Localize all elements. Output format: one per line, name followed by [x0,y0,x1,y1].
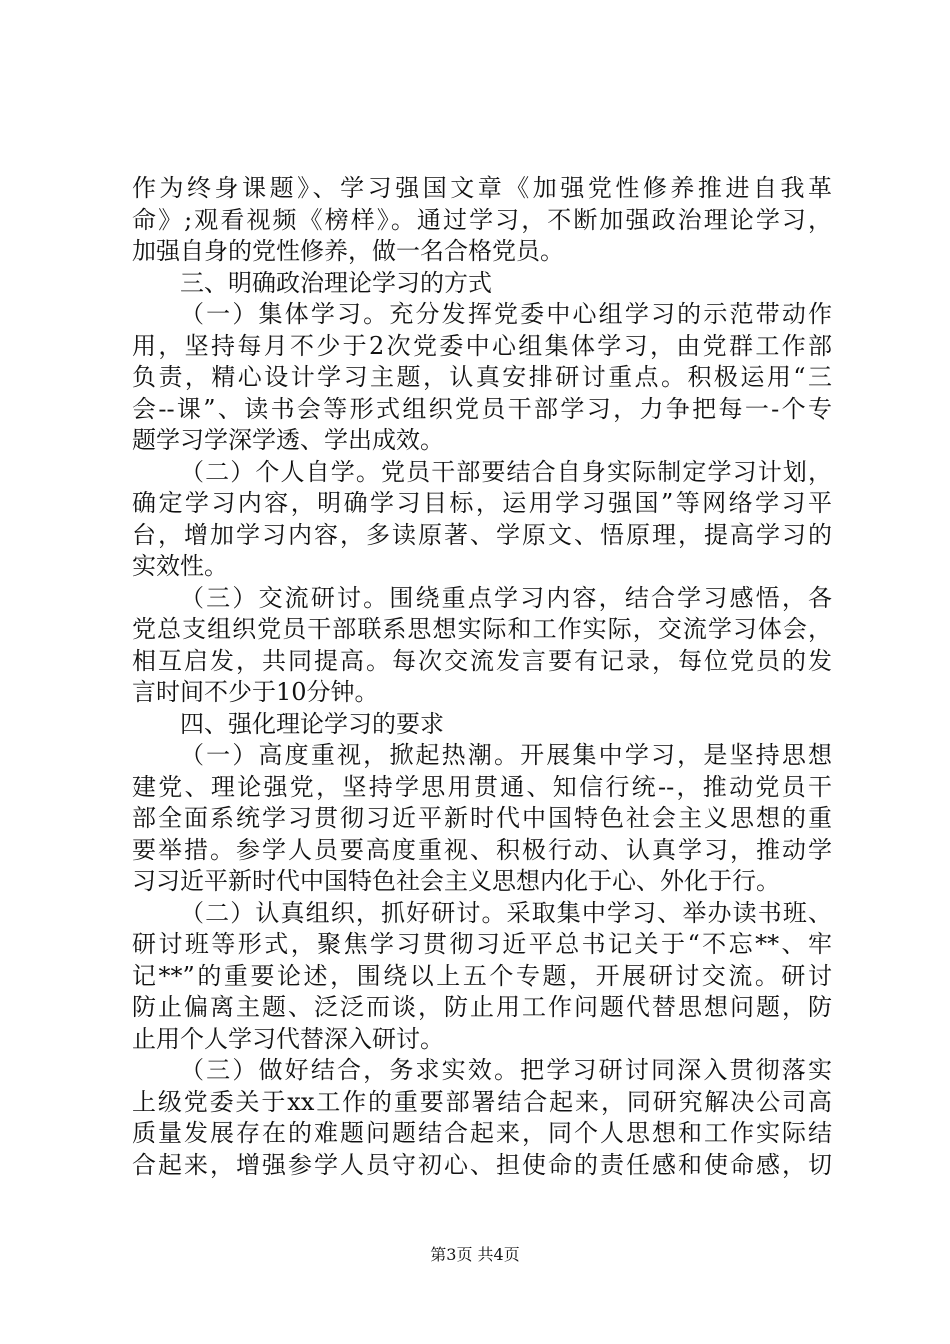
text-line: 研讨班等形式，聚焦学习贯彻习近平总书记关于“不忘**、牢 [132,930,832,958]
text-line: 台，增加学习内容，多读原著、学原文、悟原理，提高学习的 [132,520,832,549]
page-number-footer: 第3页 共4页 [430,1245,520,1264]
text-line: （一）高度重视，掀起热潮。开展集中学习，是坚持思想 [180,741,832,769]
text-line: 作为终身课题》、学习强国文章《加强党性修养推进自我革 [132,174,832,202]
text-line: 要举措。参学人员要高度重视、积极行动、认真学习，推动学 [132,835,832,864]
text-line: 加强自身的党性修养，做一名合格党员。 [132,237,564,265]
text-line: 确定学习内容，明确学习目标，运用学习强国”等网络学习平 [132,489,832,517]
text-line: 题学习学深学透、学出成效。 [132,426,444,454]
section-heading: 三、明确政治理论学习的方式 [180,268,492,297]
text-line: 部全面系统学习贯彻习近平新时代中国特色社会主义思想的重 [132,804,832,832]
document-body [132,173,832,1181]
text-line: 实效性。 [132,552,228,580]
text-line: 用，坚持每月不少于2次党委中心组集体学习，由党群工作部 [132,331,832,360]
text-line: 质量发展存在的难题问题结合起来，同个人思想和工作实际结 [132,1119,832,1147]
text-line: 习习近平新时代中国特色社会主义思想内化于心、外化于行。 [132,867,780,895]
text-line: 命》;观看视频《榜样》。通过学习，不断加强政治理论学习， [132,205,832,234]
text-line: 党总支组织党员干部联系思想实际和工作实际，交流学习体会， [132,615,832,643]
text-line: （二）个人自学。党员干部要结合自身实际制定学习计划， [180,457,832,486]
text-line: 相互启发，共同提高。每次交流发言要有记录，每位党员的发 [132,646,832,675]
text-line: 止用个人学习代替深入研讨。 [132,1024,444,1053]
text-line: 记**”的重要论述，围绕以上五个专题，开展研讨交流。研讨 [132,961,832,990]
text-line: 合起来，增强参学人员守初心、担使命的责任感和使命感，切 [132,1150,832,1179]
text-line: 会--课”、读书会等形式组织党员干部学习，力争把每一-个专 [132,394,832,423]
text-line: （二）认真组织，抓好研讨。采取集中学习、举办读书班、 [180,898,832,927]
text-line: 防止偏离主题、泛泛而谈，防止用工作问题代替思想问题，防 [132,993,832,1021]
text-line: （一）集体学习。充分发挥党委中心组学习的示范带动作 [180,300,832,328]
text-line: 建党、理论强党，坚持学思用贯通、知信行统--，推动党员干 [132,772,832,801]
text-line: （三）交流研讨。围绕重点学习内容，结合学习感悟，各 [180,583,832,612]
text-line: （三）做好结合，务求实效。把学习研讨同深入贯彻落实 [180,1056,832,1084]
text-line: 上级党委关于xx工作的重要部署结合起来，同研究解决公司高 [132,1087,832,1116]
text-line: 负责，精心设计学习主题，认真安排研讨重点。积极运用“三 [132,363,832,391]
section-heading: 四、强化理论学习的要求 [180,709,444,738]
text-line: 言时间不少于10分钟。 [132,678,379,706]
